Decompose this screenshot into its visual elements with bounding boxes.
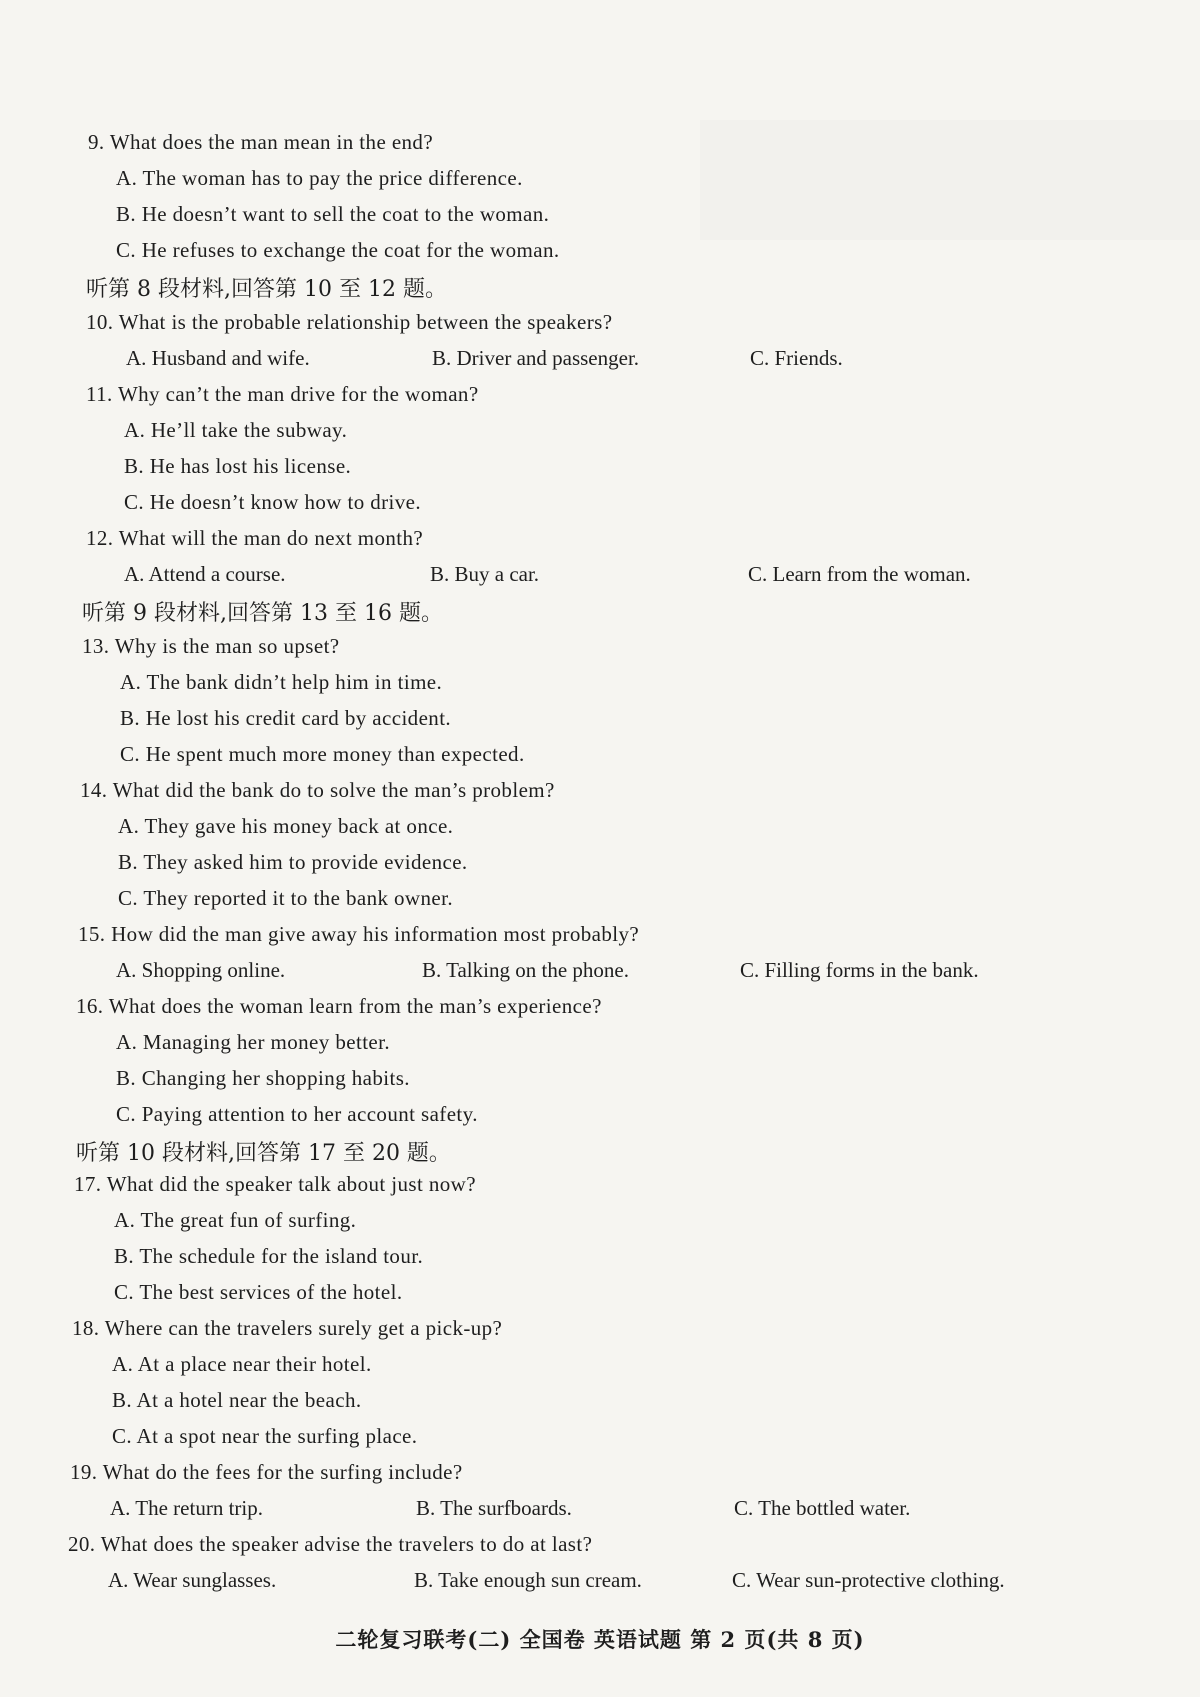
option-20c: C. Wear sun-protective clothing. [732,1568,1005,1592]
option-12b: B. Buy a car. [430,562,540,586]
option-19c: C. The bottled water. [734,1496,911,1520]
option-11a: A. He’ll take the subway. [124,418,348,442]
question-15: 15. How did the man give away his information most probably? [78,922,640,946]
section-heading-10: 听第 10 段材料,回答第 17 至 20 题。 [76,1141,451,1166]
option-13c: C. He spent much more money than expected. [120,742,525,766]
option-16b: B. Changing her shopping habits. [116,1066,410,1090]
option-10b: B. Driver and passenger. [432,346,640,370]
question-9: 9. What does the man mean in the end? [88,130,434,154]
option-17b: B. The schedule for the island tour. [114,1244,424,1268]
option-19b: B. The surfboards. [416,1496,572,1520]
option-15a: A. Shopping online. [116,958,286,982]
option-11c: C. He doesn’t know how to drive. [124,490,422,514]
option-10c: C. Friends. [750,346,843,370]
option-9a: A. The woman has to pay the price difference. [116,166,523,190]
section-heading-8: 听第 8 段材料,回答第 10 至 12 题。 [86,277,447,302]
option-17a: A. The great fun of surfing. [114,1208,357,1232]
options-row-15 [116,958,979,983]
question-11: 11. Why can’t the man drive for the woman? [86,382,479,406]
option-13a: A. The bank didn’t help him in time. [120,670,443,694]
option-12a: A. Attend a course. [124,562,286,586]
option-9c: C. He refuses to exchange the coat for the woman. [116,238,560,262]
options-row-12 [124,562,971,587]
option-20a: A. Wear sunglasses. [108,1568,277,1592]
question-10: 10. What is the probable relationship between the speakers? [86,310,613,334]
option-18b: B. At a hotel near the beach. [112,1388,362,1412]
show-through-shading [700,120,1200,240]
section-heading-9: 听第 9 段材料,回答第 13 至 16 题。 [82,601,443,626]
option-14b: B. They asked him to provide evidence. [118,850,468,874]
options-row-19 [110,1496,910,1521]
option-10a: A. Husband and wife. [126,346,310,370]
option-14a: A. They gave his money back at once. [118,814,454,838]
option-16a: A. Managing her money better. [116,1030,391,1054]
option-18c: C. At a spot near the surfing place. [112,1424,418,1448]
options-row-20 [108,1568,1005,1593]
option-12c: C. Learn from the woman. [748,562,971,586]
option-19a: A. The return trip. [110,1496,263,1520]
question-16: 16. What does the woman learn from the man’s experience? [76,994,602,1018]
question-20: 20. What does the speaker advise the travelers to do at last? [68,1532,593,1556]
question-12: 12. What will the man do next month? [86,526,424,550]
question-17: 17. What did the speaker talk about just now? [74,1172,476,1196]
question-18: 18. Where can the travelers surely get a pick-up? [72,1316,503,1340]
option-14c: C. They reported it to the bank owner. [118,886,453,910]
option-20b: B. Take enough sun cream. [414,1568,642,1592]
option-15b: B. Talking on the phone. [422,958,629,982]
question-13: 13. Why is the man so upset? [82,634,340,658]
option-15c: C. Filling forms in the bank. [740,958,979,982]
page-footer: 二轮复习联考(二) 全国卷 英语试题 第 2 页(共 8 页) [335,1627,865,1652]
option-17c: C. The best services of the hotel. [114,1280,403,1304]
options-row-10 [126,346,843,371]
option-9b: B. He doesn’t want to sell the coat to the woman. [116,202,550,226]
question-14: 14. What did the bank do to solve the man’s problem? [80,778,555,802]
option-18a: A. At a place near their hotel. [112,1352,372,1376]
option-16c: C. Paying attention to her account safety. [116,1102,478,1126]
option-13b: B. He lost his credit card by accident. [120,706,452,730]
question-19: 19. What do the fees for the surfing include? [70,1460,463,1484]
option-11b: B. He has lost his license. [124,454,352,478]
